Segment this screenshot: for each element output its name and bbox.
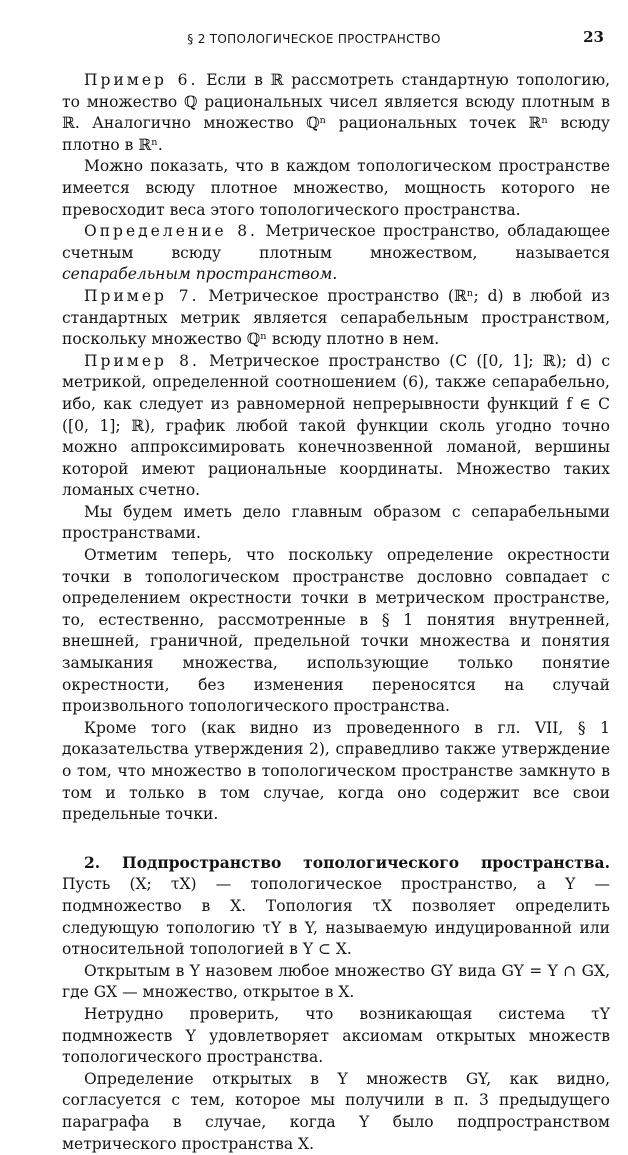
subspace-intro-text: Пусть (X; τX) — топологическое пространство, а Y — подмножество в X. Топология τX позволяет определить следующую топологию τY в Y, называемую индуцированной или относительной топологией в Y ⊂ X.: [62, 875, 610, 959]
paragraph-neighborhood: [62, 545, 610, 718]
paragraph-example-8: [62, 351, 610, 502]
open-in-y-text: Открытым в Y назовем любое множество GY вида GY = Y ∩ GX, где GX — множество, открытое в X.: [62, 961, 610, 1002]
example-8-lead: Пример 8.: [84, 351, 200, 370]
weight-remark-text: Можно показать, что в каждом топологическом пространстве имеется всюду плотное множество, мощность которого не превосходит веса этого топологического пространства.: [62, 157, 610, 219]
page-body: [62, 70, 610, 1155]
paragraph-closed-sets: [62, 718, 610, 826]
paragraph-open-in-y: [62, 961, 610, 1004]
section-gap: [62, 826, 610, 852]
paragraph-definition-8: [62, 221, 610, 286]
example-7-text: Метрическое пространство (ℝⁿ; d) в любой из стандартных метрик является сепарабельным пространством, поскольку множество ℚⁿ всюду плотно в нем.: [62, 286, 610, 349]
page-header: [0, 28, 628, 52]
consistency-text: Определение открытых в Y множеств GY, как видно, согласуется с тем, которое мы получили в п. 3 предыдущего параграфа в случае, когда Y было подпространством метрического пространства X.: [62, 1069, 610, 1153]
page-number: 23: [583, 28, 604, 46]
definition-8-lead: Определение 8.: [84, 222, 258, 241]
paragraph-consistency: [62, 1069, 610, 1155]
definition-8-text: Метрическое пространство, обладающее счетным всюду плотным множеством, называется: [62, 222, 611, 262]
axioms-text: Нетрудно проверить, что возникающая система τY подмножеств Y удовлетворяет аксиомам открытых множеств топологического пространства.: [62, 1004, 610, 1067]
paragraph-axioms: [62, 1004, 610, 1069]
paragraph-subspace-intro: [62, 852, 610, 961]
example-6-lead: Пример 6.: [84, 71, 199, 89]
separable-note-text: Мы будем иметь дело главным образом с сепарабельными пространствами.: [62, 502, 610, 543]
definition-8-term: сепарабельным пространством: [62, 265, 333, 284]
example-7-lead: Пример 7.: [84, 286, 200, 305]
paragraph-separable-note: [62, 502, 610, 545]
example-8-text: Метрическое пространство (C ([0, 1]; ℝ); d) с метрикой, определенной соотношением (6), также сепарабельно, ибо, как следует из равномерной непрерывности функций f ∈ C ([0, 1]; ℝ), график любой такой функции сколь угодно точно можно аппроксимировать конечнозвенной ломаной, вершины которой имеют рациональные координаты. Множество таких ломаных счетно.: [62, 351, 610, 500]
paragraph-example-6: [62, 70, 610, 156]
neighborhood-text: Отметим теперь, что поскольку определение окрестности точки в топологическом пространстве дословно совпадает с определением окрестности точки в метрическом пространстве, то, естественно, рассмотренные в § 1 понятия внутренней, внешней, граничной, предельной точки множества и понятия замыкания множества, использующие только понятие окрестности, без изменения переносятся на случай произвольного топологического пространства.: [62, 546, 610, 716]
section-title: 2. Подпространство топологического пространства.: [84, 852, 610, 872]
paragraph-example-7: [62, 286, 610, 351]
definition-8-tail: .: [332, 265, 338, 284]
paragraph-weight-remark: [62, 156, 610, 221]
running-head: § 2 ТОПОЛОГИЧЕСКОЕ ПРОСТРАНСТВО: [187, 32, 441, 46]
closed-sets-text: Кроме того (как видно из проведенного в гл. VII, § 1 доказательства утверждения 2), справедливо также утверждение о том, что множество в топологическом пространстве замкнуто в том и только в том случае, когда оно содержит все свои предельные точки.: [62, 718, 610, 824]
example-6-text: Если в ℝ рассмотреть стандартную топологию, то множество ℚ рациональных чисел является всюду плотным в ℝ. Аналогично множество ℚⁿ рациональных точек ℝⁿ всюду плотно в ℝⁿ.: [62, 71, 610, 154]
